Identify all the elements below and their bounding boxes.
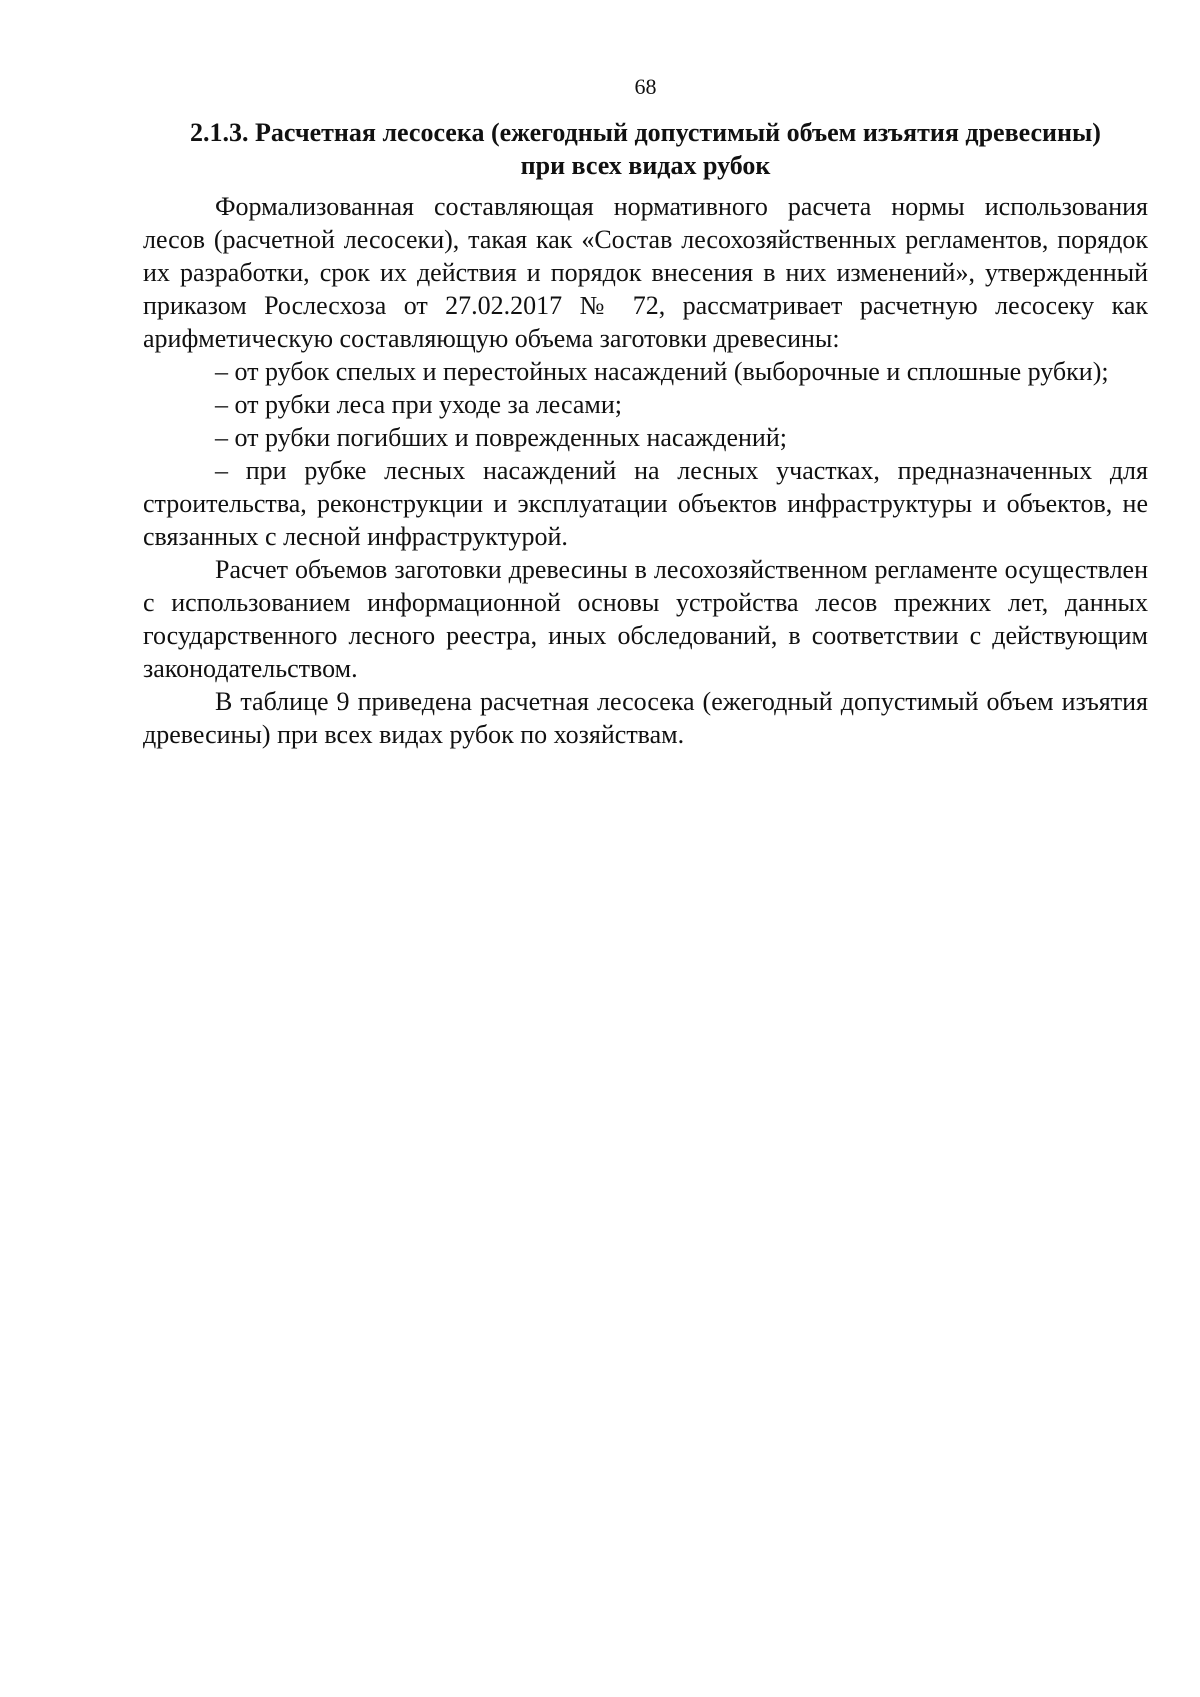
list-item-damaged-stands: – от рубки погибших и поврежденных насаждений;	[215, 423, 787, 452]
list-item-mature-stands: – от рубок спелых и перестойных насаждений (выборочные и сплошные рубки);	[215, 357, 1109, 386]
section-heading-line-1: 2.1.3. Расчетная лесосека (ежегодный допустимый объем изъятия древесины)	[190, 118, 1101, 147]
intro-paragraph: Формализованная составляющая нормативного расчета нормы использования лесов (расчетной лесосеки), такая как «Состав лесохозяйственных регламентов, порядок их разработки, срок их действия и порядок внесения в них изменений», утвержденный приказом Рослесхоза от 27.02.2017 № 72, рассматривает расчетную лесосеку как арифметическую составляющую объема заготовки древесины:	[143, 192, 1148, 353]
table-reference-paragraph: В таблице 9 приведена расчетная лесосека (ежегодный допустимый объем изъятия древесины) при всех видах рубок по хозяйствам.	[143, 687, 1148, 749]
section-heading-line-2: при всех видах рубок	[520, 151, 771, 180]
list-item-forest-care: – от рубки леса при уходе за лесами;	[215, 390, 622, 419]
calculation-paragraph: Расчет объемов заготовки древесины в лесохозяйственном регламенте осуществлен с использованием информационной основы устройства лесов прежних лет, данных государственного лесного реестра, иных обследований, в соответствии с действующим законодательством.	[143, 555, 1148, 683]
document-page	[143, 72, 1148, 751]
section-heading	[143, 116, 1148, 182]
section-body	[143, 190, 1148, 751]
page-number: 68	[634, 74, 657, 99]
list-item-infrastructure: – при рубке лесных насаждений на лесных участках, предназначенных для строительства, реконструкции и эксплуатации объектов инфраструктуры и объектов, не связанных с лесной инфраструктурой.	[143, 456, 1148, 551]
